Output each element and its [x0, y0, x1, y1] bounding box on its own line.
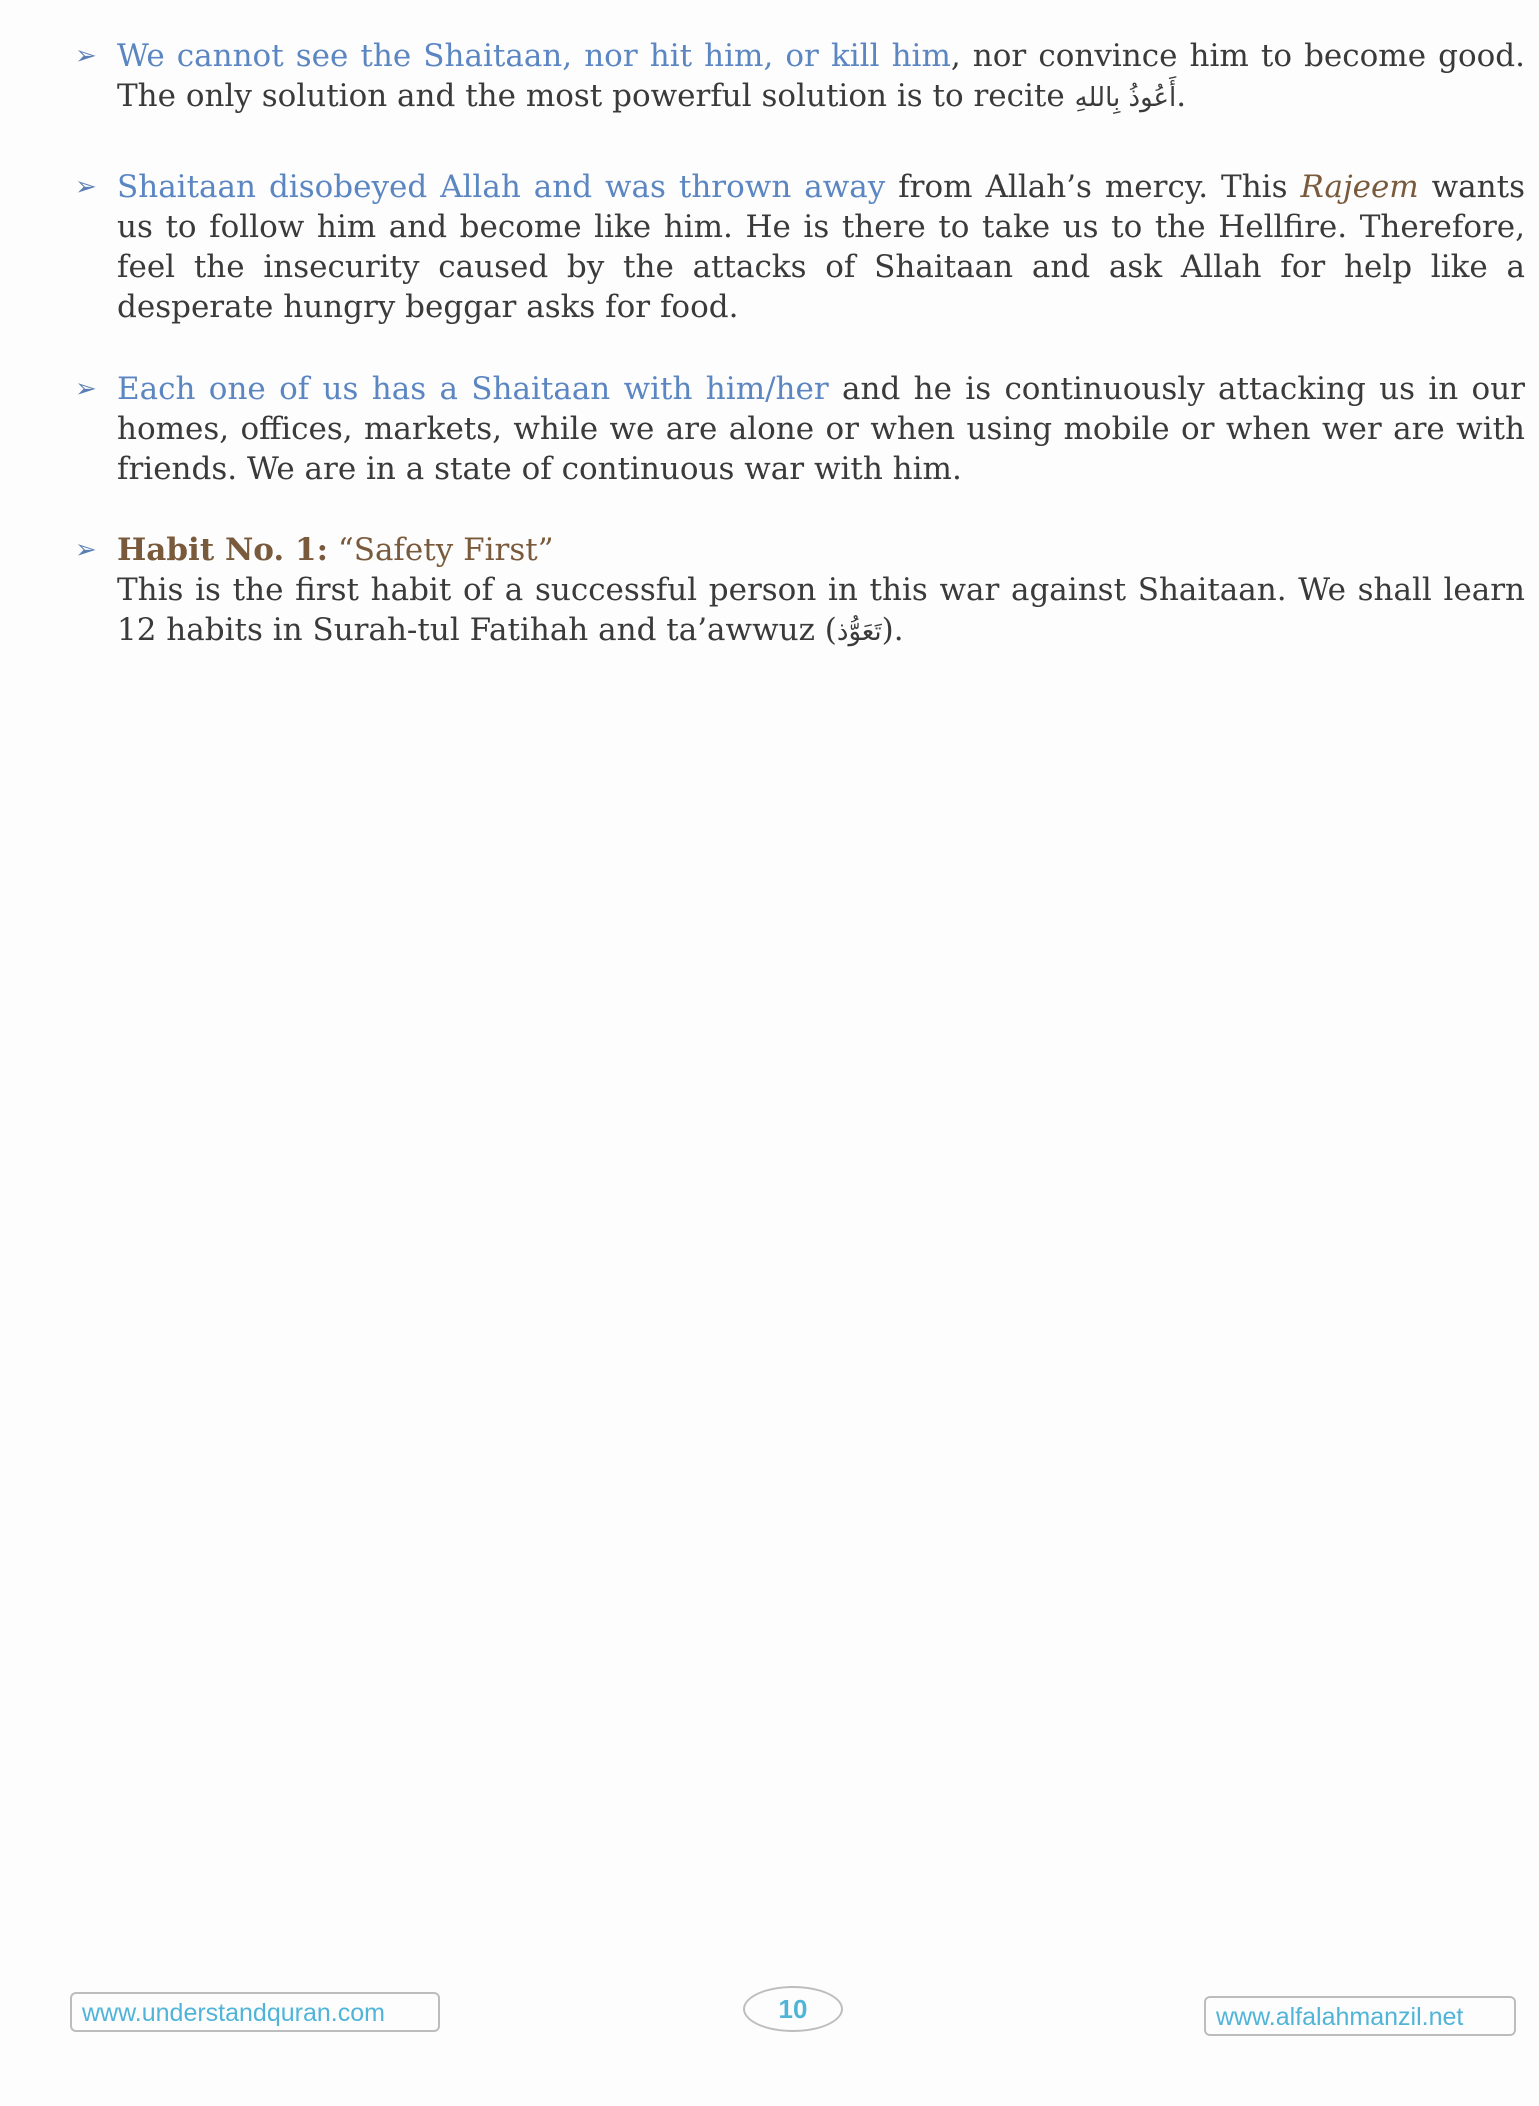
body-text: and he is continuously attacking us in our homes, offices, markets, while we are alone or when using mobile or when wer are with friends. We are in a state of continuous war with him. [117, 371, 1525, 487]
footer-left-url[interactable]: www.understandquran.com [70, 1992, 440, 2032]
bullet-text [117, 369, 1525, 489]
body-text: from Allah’s mercy. This [885, 169, 1301, 205]
bullet-text [117, 530, 1525, 652]
bullet-item [75, 36, 1525, 118]
arrow-bullet-icon: ➢ [75, 374, 97, 404]
bullet-item [75, 167, 1525, 327]
arrow-bullet-icon: ➢ [75, 172, 97, 202]
highlight-text: Shaitaan disobeyed Allah and was thrown away [117, 169, 886, 205]
habit-label: Habit No. 1: [117, 532, 329, 568]
highlight-text: Each one of us has a Shaitaan with him/her [117, 371, 829, 407]
bullet-item [75, 530, 1525, 652]
italic-term: Rajeem [1300, 169, 1419, 205]
habit-title: “Safety First” [328, 532, 554, 568]
highlight-text: We cannot see the Shaitaan, nor hit him, or kill him [117, 38, 951, 74]
habit-heading [117, 530, 1525, 570]
arrow-bullet-icon: ➢ [75, 41, 97, 71]
punctuation: ). [881, 612, 904, 648]
arabic-text: أَعُوذُ بِاللهِ [1074, 83, 1177, 113]
footer-right-url[interactable]: www.alfalahmanzil.net [1204, 1996, 1516, 2036]
bullet-text [117, 36, 1525, 118]
body-text: This is the first habit of a successful person in this war against Shaitaan. We shall learn 12 habits in Surah-tul Fatihah and ta’awwuz ( [117, 572, 1525, 648]
bullet-text [117, 167, 1525, 327]
page-number: 10 [743, 1986, 843, 2032]
body-text: wants us to follow him and become like him. He is there to take us to the Hellfire. Therefore, feel the insecurity caused by the attacks of Shaitaan and ask Allah for help like a desperate hungry beggar asks for food. [117, 169, 1525, 325]
body-text: , nor convince him to become good. The only solution and the most powerful solution is to recite [117, 38, 1525, 114]
habit-description [117, 570, 1525, 652]
bullet-item [75, 369, 1525, 489]
arabic-text: تَعَوُّذ [836, 617, 882, 647]
arrow-bullet-icon: ➢ [75, 535, 97, 565]
punctuation: . [1176, 78, 1187, 114]
